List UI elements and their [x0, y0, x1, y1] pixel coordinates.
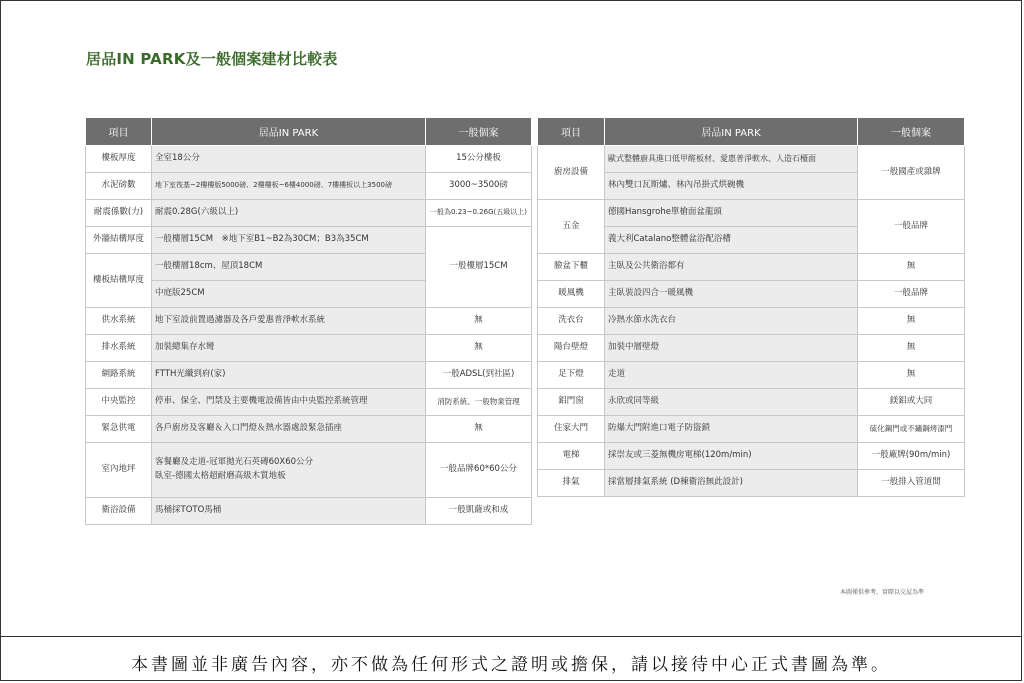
row-park: 各戶廚房及客廳＆入口門燈＆熱水器處設緊急插座: [152, 416, 426, 443]
table-header-row: [86, 118, 532, 146]
row-general: 一般ADSL(到社區): [426, 362, 532, 389]
row-general: 一般廠牌(90m/min): [858, 443, 965, 470]
row-key: 五金: [538, 200, 605, 254]
header-item: 項目: [538, 118, 605, 146]
row-key: 洗衣台: [538, 308, 605, 335]
header-park: 居品IN PARK: [152, 118, 426, 146]
row-general: 3000~3500磅: [426, 173, 532, 200]
row-general: 一般品牌60*60公分: [426, 443, 532, 498]
comparison-table-right: [537, 117, 965, 497]
row-park: 一般樓層15CM ※地下室B1~B2為30CM；B3為35CM: [152, 227, 426, 254]
table-header-row: [538, 118, 965, 146]
row-park: 德國Hansgrohe單槍面盆龍頭: [605, 200, 858, 227]
row-key: 中央監控: [86, 389, 152, 416]
row-key: 排水系統: [86, 335, 152, 362]
row-park: 全室18公分: [152, 146, 426, 173]
header-general: 一般個案: [858, 118, 965, 146]
row-park: 停車、保全、門禁及主要機電設備皆由中央監控系統管理: [152, 389, 426, 416]
row-park: 歐式整體廚具進口低甲醛板材、愛惠普淨軟水、人造石檯面: [605, 146, 858, 173]
table-row: [86, 362, 532, 389]
page-title: 居品IN PARK及一般個案建材比較表: [86, 50, 338, 68]
row-general: 無: [858, 335, 965, 362]
row-key: 外牆結構厚度: [86, 227, 152, 254]
divider: [0, 636, 1022, 637]
row-key: 臉盆下櫃: [538, 254, 605, 281]
row-park: 地下室筏基~2樓樓版5000磅、2樓樓板~6樓4000磅、7樓樓板以上3500磅: [152, 173, 426, 200]
row-park-line: 臥室-德國太格超耐磨高級木質地板: [155, 471, 286, 481]
row-park: 採當層排氣系統 (D棟衛浴無此設計): [605, 470, 858, 497]
row-key: 暖風機: [538, 281, 605, 308]
row-park: 義大利Catalano整體盆浴配浴槽: [605, 227, 858, 254]
comparison-table-left: [85, 117, 532, 525]
table-row: [86, 173, 532, 200]
row-general: 無: [426, 335, 532, 362]
row-general: 一般凱薩或和成: [426, 498, 532, 525]
row-general: 一般品牌: [858, 281, 965, 308]
row-general: 一般國產或雜牌: [858, 146, 965, 200]
header-item: 項目: [86, 118, 152, 146]
row-general: 無: [858, 308, 965, 335]
table-row: [86, 416, 532, 443]
row-key: 供水系統: [86, 308, 152, 335]
row-key: 緊急供電: [86, 416, 152, 443]
table-row: [538, 146, 965, 173]
row-general: 一般為0.23~0.26G(五級以上): [426, 200, 532, 227]
table-row: [538, 200, 965, 227]
reference-note: 本圖僅供參考，實際以交屋為準: [840, 589, 925, 596]
row-general: 一般排入管道間: [858, 470, 965, 497]
row-key: 網路系統: [86, 362, 152, 389]
row-park: 加裝中層壁燈: [605, 335, 858, 362]
table-row: [538, 470, 965, 497]
row-key: 耐震係數(力): [86, 200, 152, 227]
table-row: [86, 146, 532, 173]
row-park: 走道: [605, 362, 858, 389]
row-park: 永欣或同等級: [605, 389, 858, 416]
row-general: 鎂鋁或大同: [858, 389, 965, 416]
row-key: 陽台壁燈: [538, 335, 605, 362]
row-key: 衛浴設備: [86, 498, 152, 525]
row-general: 消防系統、一般物業管理: [426, 389, 532, 416]
row-general: 15公分樓板: [426, 146, 532, 173]
row-key: 樓板結構厚度: [86, 254, 152, 308]
table-row: [86, 308, 532, 335]
row-park: 冷熱水節水洗衣台: [605, 308, 858, 335]
row-park: 加裝總集存水彎: [152, 335, 426, 362]
row-park: 一般樓層18cm、屋頂18CM: [152, 254, 426, 281]
row-park: 主臥及公共衛浴都有: [605, 254, 858, 281]
row-key: 鋁門窗: [538, 389, 605, 416]
row-park: 採崇友或三菱無機房電梯(120m/min): [605, 443, 858, 470]
table-row: [538, 254, 965, 281]
row-park: 耐震0.28G(六級以上): [152, 200, 426, 227]
disclaimer-text: 本書圖並非廣告內容，亦不做為任何形式之證明或擔保，請以接待中心正式書圖為準。: [131, 655, 891, 675]
row-general: 無: [426, 416, 532, 443]
table-row: [86, 498, 532, 525]
table-row: [86, 389, 532, 416]
header-general: 一般個案: [426, 118, 532, 146]
row-key: 足下燈: [538, 362, 605, 389]
row-key: 排氣: [538, 470, 605, 497]
table-row: [538, 362, 965, 389]
row-general: 一般樓層15CM: [426, 227, 532, 308]
row-key: 電梯: [538, 443, 605, 470]
row-general: 無: [858, 254, 965, 281]
row-general: 一般品牌: [858, 200, 965, 254]
table-row: [86, 335, 532, 362]
table-row: [538, 281, 965, 308]
row-park: 林內雙口瓦斯爐、林內吊掛式烘碗機: [605, 173, 858, 200]
row-key: 樓板厚度: [86, 146, 152, 173]
table-row: [86, 200, 532, 227]
row-key: 廚房設備: [538, 146, 605, 200]
row-park: 地下室設前置過濾器及各戶愛惠普淨軟水系統: [152, 308, 426, 335]
row-park: FTTH光纖到府(家): [152, 362, 426, 389]
row-park: [152, 443, 426, 498]
table-row: [538, 443, 965, 470]
row-general: 無: [426, 308, 532, 335]
row-key: 室內地坪: [86, 443, 152, 498]
row-park: 馬桶採TOTO馬桶: [152, 498, 426, 525]
row-key: 住家大門: [538, 416, 605, 443]
table-row: [538, 416, 965, 443]
header-park: 居品IN PARK: [605, 118, 858, 146]
row-general: 硫化鋼門或不鏽鋼烤漆門: [858, 416, 965, 443]
row-park: 中庭版25CM: [152, 281, 426, 308]
row-park-line: 客餐廳及走道-冠軍拋光石英磚60X60公分: [155, 457, 314, 468]
table-row: [86, 227, 532, 254]
table-row: [538, 389, 965, 416]
row-key: 水泥磅數: [86, 173, 152, 200]
table-row: [538, 308, 965, 335]
row-park: 主臥裝設四合一暖風機: [605, 281, 858, 308]
row-park: 防爆大門附進口電子防盜鎖: [605, 416, 858, 443]
table-row: [538, 335, 965, 362]
row-general: 無: [858, 362, 965, 389]
table-row: [86, 443, 532, 498]
